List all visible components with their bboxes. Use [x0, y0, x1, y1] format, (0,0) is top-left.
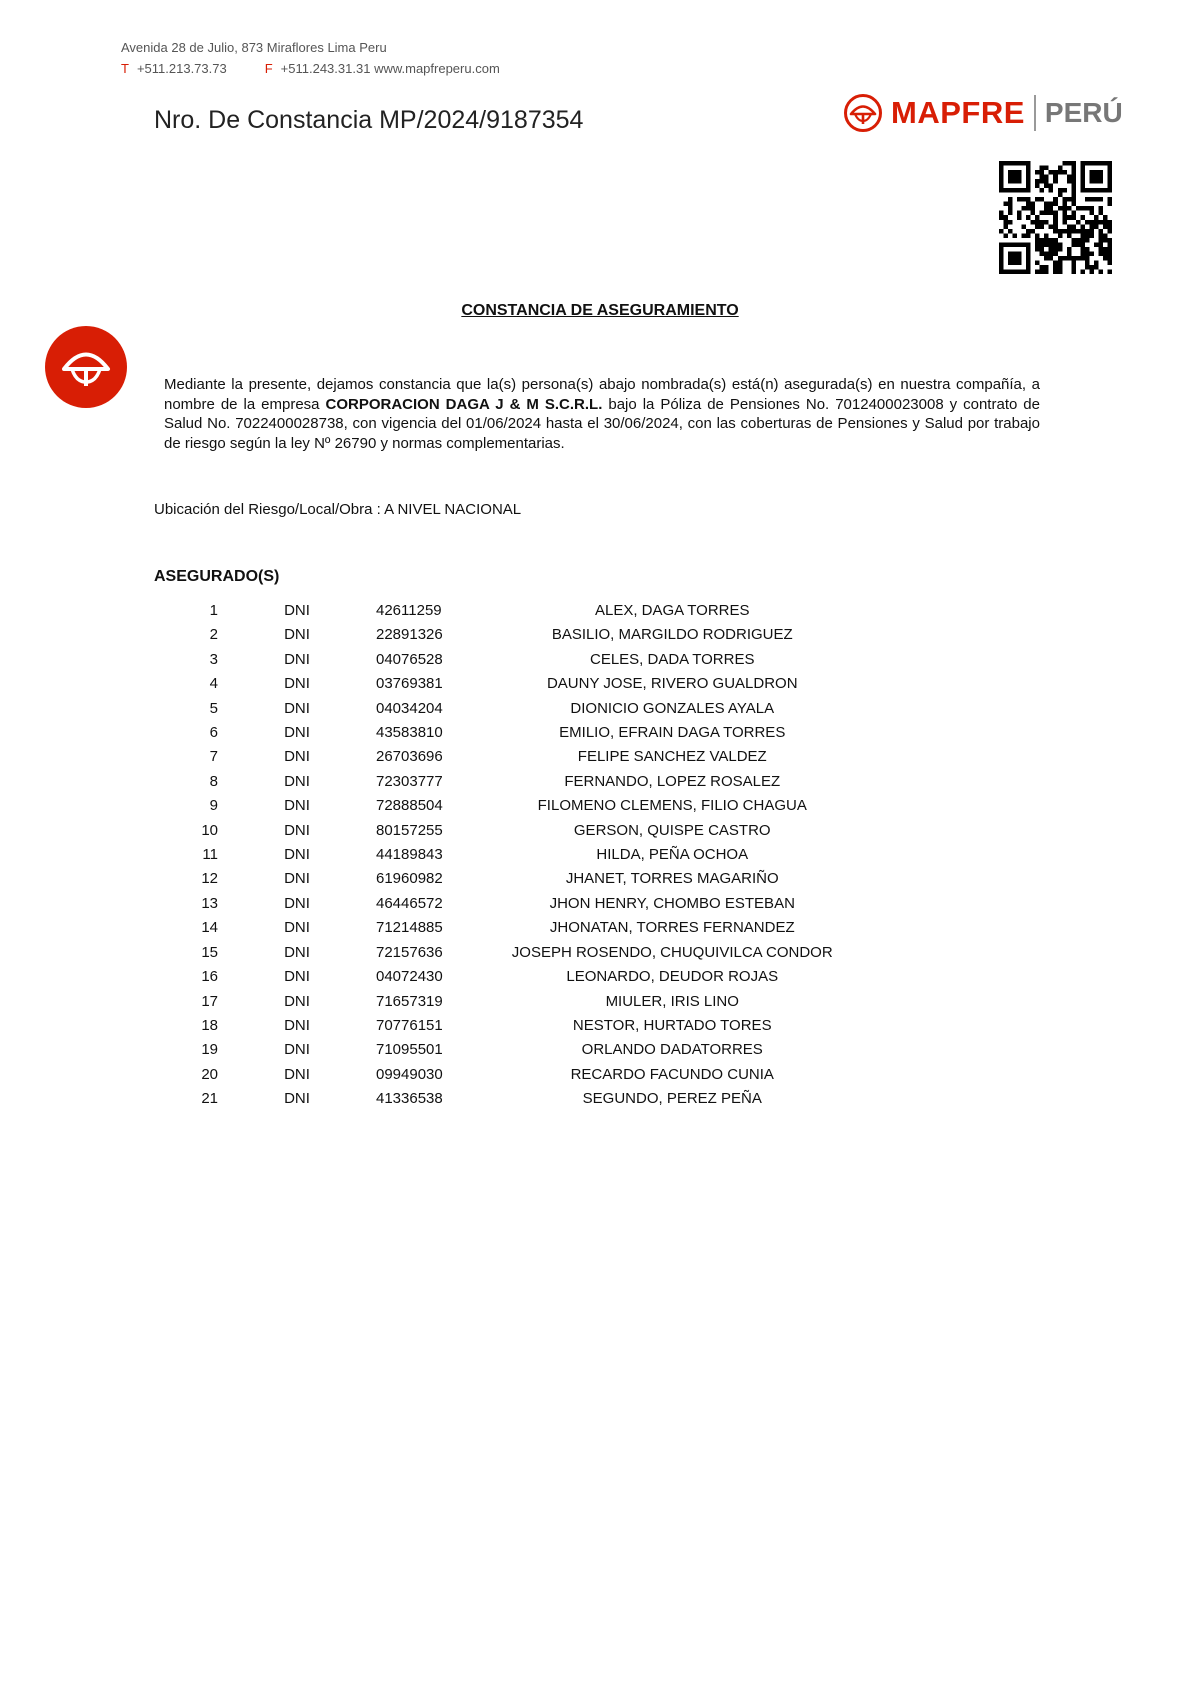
insured-name: GERSON, QUISPE CASTRO: [573, 821, 771, 839]
insured-heading: ASEGURADO(S): [154, 568, 280, 585]
table-row: [154, 819, 902, 843]
fax-number: +511.243.31.31: [280, 61, 371, 76]
row-number: 3: [209, 650, 218, 668]
row-number: 10: [201, 821, 218, 839]
insured-name: CELES, DADA TORRES: [589, 650, 755, 668]
doc-type: DNI: [284, 968, 310, 986]
table-row: [154, 941, 902, 965]
doc-number: 41336538: [376, 1090, 443, 1108]
insured-name: MIULER, IRIS LINO: [605, 992, 739, 1010]
table-row: [154, 1087, 902, 1111]
mapfre-circle-emblem-icon: [45, 326, 127, 408]
table-row: [154, 990, 902, 1014]
doc-type: DNI: [284, 943, 310, 961]
doc-number: 43583810: [376, 724, 443, 742]
document-title: CONSTANCIA DE ASEGURAMIENTO: [461, 302, 739, 319]
doc-number: 09949030: [376, 1065, 443, 1083]
row-number: 13: [201, 894, 218, 912]
insured-name: DAUNY JOSE, RIVERO GUALDRON: [546, 675, 798, 693]
table-row: [154, 770, 902, 794]
doc-number: 04034204: [376, 699, 443, 717]
contact-line: [121, 61, 500, 76]
doc-type: DNI: [284, 894, 310, 912]
table-row: [154, 721, 902, 745]
logo-divider: [1034, 95, 1036, 131]
certificate-paragraph: [164, 375, 1040, 453]
doc-number: 71214885: [376, 919, 443, 937]
row-number: 2: [209, 626, 218, 644]
row-number: 7: [209, 748, 218, 766]
doc-number: 72888504: [376, 797, 443, 815]
doc-number: 70776151: [376, 1016, 443, 1034]
row-number: 11: [202, 846, 218, 864]
table-row: [154, 794, 902, 818]
row-number: 18: [201, 1016, 218, 1034]
row-number: 15: [201, 943, 218, 961]
doc-number: 04072430: [376, 968, 443, 986]
company-name: CORPORACION DAGA J & M S.C.R.L.: [325, 395, 603, 413]
paragraph-part1: Mediante la presente, dejamos constancia que la(s) persona(s) abajo nombrada(s) está(n) asegurada(s) en nuestra compañía, a nombre de la empresa: [164, 376, 1040, 413]
paragraph-part2: bajo la Póliza de Pensiones No. 7012400023008 y contrato de Salud No. 7022400028738, con vigencia del 01/06/2024 hasta el 30/06/2024, con las coberturas de Pensiones y Salud por trabajo de riesgo según la ley Nº 26790 y normas complementarias.: [164, 395, 1040, 452]
insured-name: HILDA, PEÑA OCHOA: [596, 846, 749, 864]
insured-name: RECARDO FACUNDO CUNIA: [570, 1065, 774, 1083]
company-address: Avenida 28 de Julio, 873 Miraflores Lima Peru: [121, 40, 387, 55]
doc-number: 03769381: [376, 675, 443, 693]
insured-name: BASILIO, MARGILDO RODRIGUEZ: [551, 626, 793, 644]
doc-type: DNI: [284, 1065, 310, 1083]
row-number: 20: [201, 1065, 218, 1083]
insured-table: [154, 599, 902, 1112]
insured-name: EMILIO, EFRAIN DAGA TORRES: [559, 724, 786, 742]
table-row: [154, 745, 902, 769]
doc-type: DNI: [284, 626, 310, 644]
logo-country: PERÚ: [1044, 97, 1123, 128]
constancia-number: Nro. De Constancia MP/2024/9187354: [154, 106, 584, 134]
qr-code: [999, 161, 1112, 274]
fax-label: F: [264, 61, 273, 76]
table-row: [154, 916, 902, 940]
row-number: 5: [209, 699, 218, 717]
table-row: [154, 599, 902, 623]
doc-type: DNI: [284, 699, 310, 717]
mapfre-logo: [843, 93, 1123, 133]
doc-type: DNI: [284, 748, 310, 766]
row-number: 1: [209, 602, 218, 619]
mapfre-emblem-icon: [843, 93, 883, 133]
row-number: 8: [209, 772, 218, 790]
insured-name: JHON HENRY, CHOMBO ESTEBAN: [549, 894, 795, 912]
doc-number: 26703696: [376, 748, 443, 766]
doc-type: DNI: [284, 602, 310, 619]
doc-type: DNI: [284, 1041, 310, 1059]
table-row: [154, 672, 902, 696]
doc-number: 72157636: [376, 943, 443, 961]
phone-number: +511.213.73.73: [136, 61, 227, 76]
table-row: [154, 1063, 902, 1087]
table-row: [154, 867, 902, 891]
website-text: www.mapfreperu.com: [374, 61, 500, 76]
insured-name: ORLANDO DADATORRES: [581, 1041, 763, 1059]
table-row: [154, 965, 902, 989]
doc-type: DNI: [284, 821, 310, 839]
row-number: 21: [201, 1090, 218, 1108]
row-number: 19: [201, 1041, 218, 1059]
table-row: [154, 648, 902, 672]
risk-location: Ubicación del Riesgo/Local/Obra : A NIVEL NACIONAL: [154, 501, 522, 518]
doc-type: DNI: [284, 772, 310, 790]
doc-number: 71657319: [376, 992, 443, 1010]
table-row: [154, 843, 902, 867]
doc-type: DNI: [284, 724, 310, 742]
logo-brand: MAPFRE: [891, 95, 1025, 130]
doc-number: 80157255: [376, 821, 443, 839]
insured-name: DIONICIO GONZALES AYALA: [570, 699, 775, 717]
phone-label: T: [121, 61, 129, 76]
doc-number: 44189843: [376, 846, 443, 864]
doc-type: DNI: [284, 846, 310, 864]
doc-type: DNI: [284, 1016, 310, 1034]
doc-type: DNI: [284, 675, 310, 693]
table-row: [154, 892, 902, 916]
doc-type: DNI: [284, 650, 310, 668]
insured-name: FILOMENO CLEMENS, FILIO CHAGUA: [537, 797, 807, 815]
row-number: 4: [209, 675, 218, 693]
insured-name: JHANET, TORRES MAGARIÑO: [565, 870, 779, 888]
insured-name: FELIPE SANCHEZ VALDEZ: [577, 748, 767, 766]
insured-name: SEGUNDO, PEREZ PEÑA: [582, 1090, 762, 1108]
doc-type: DNI: [284, 992, 310, 1010]
row-number: 17: [201, 992, 218, 1010]
doc-type: DNI: [284, 870, 310, 888]
row-number: 12: [201, 870, 218, 888]
insured-name: FERNANDO, LOPEZ ROSALEZ: [564, 772, 781, 790]
insured-name: ALEX, DAGA TORRES: [594, 602, 750, 619]
doc-type: DNI: [284, 919, 310, 937]
doc-number: 72303777: [376, 772, 443, 790]
doc-number: 04076528: [376, 650, 443, 668]
doc-number: 71095501: [376, 1041, 443, 1059]
table-row: [154, 1038, 902, 1062]
doc-number: 22891326: [376, 626, 443, 644]
doc-number: 42611259: [376, 602, 442, 619]
doc-type: DNI: [284, 1090, 310, 1108]
doc-number: 61960982: [376, 870, 443, 888]
row-number: 16: [201, 968, 218, 986]
doc-type: DNI: [284, 797, 310, 815]
table-row: [154, 697, 902, 721]
row-number: 14: [201, 919, 218, 937]
insured-name: LEONARDO, DEUDOR ROJAS: [566, 968, 779, 986]
insured-name: NESTOR, HURTADO TORES: [572, 1016, 772, 1034]
row-number: 9: [209, 797, 218, 815]
insured-name: JHONATAN, TORRES FERNANDEZ: [549, 919, 795, 937]
table-row: [154, 623, 902, 647]
table-row: [154, 1014, 902, 1038]
doc-number: 46446572: [376, 894, 443, 912]
row-number: 6: [209, 724, 218, 742]
insured-name: JOSEPH ROSENDO, CHUQUIVILCA CONDOR: [511, 943, 833, 961]
